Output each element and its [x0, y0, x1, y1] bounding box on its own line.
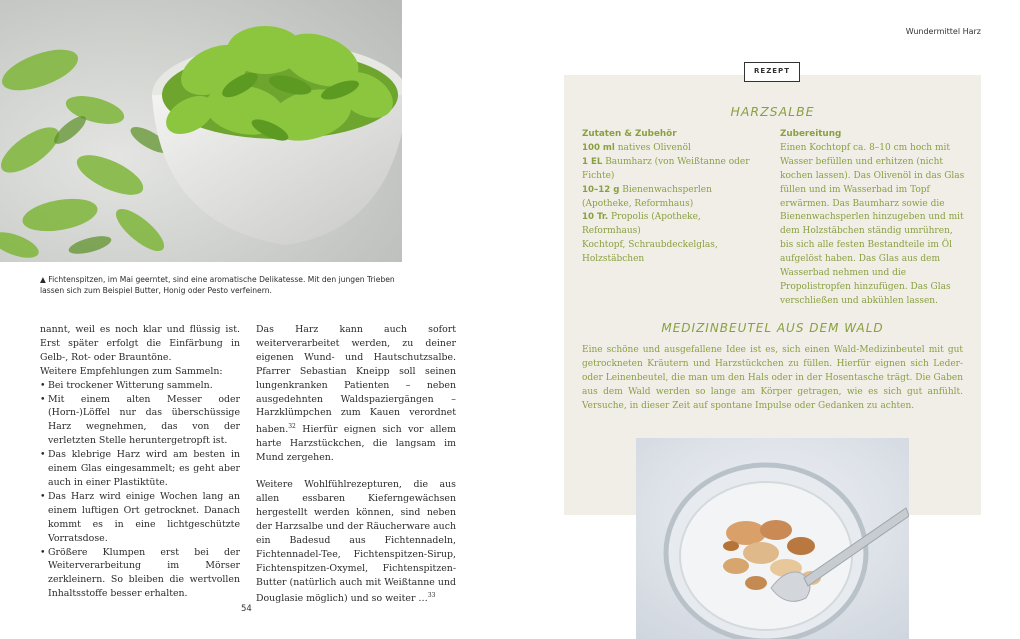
- ingredient-item: [582, 156, 762, 184]
- preparation-text: Einen Kochtopf ca. 8–10 cm hoch mit Wasser befüllen und erhitzen (nicht kochen lassen). Das Olivenöl in das Glas füllen und im Wasserbad im Topf erwärmen. Das Baumharz sowie die Bienenwachsperlen hinzugeben und mit dem Holzstäbchen ständig umrühren, bis sich alle festen Bestandteile im Öl aufgelöst haben. Das Glas aus dem Wasserbad nehmen und die Propolistropfen hinzufügen. Das Glas verschließen und abkühlen lassen.: [780, 142, 965, 306]
- ingredients-heading: Zutaten & Zubehör: [582, 129, 677, 139]
- ingredients-column: [582, 128, 762, 267]
- ingredient-qty: 10–12 g: [582, 184, 620, 195]
- left-text-column: [40, 323, 240, 601]
- ingredient-text: natives Olivenöl: [614, 142, 691, 153]
- ingredient-item: [582, 211, 762, 239]
- list-item: • Mit einem alten Messer oder (Horn-)Löffel nur das überschüssige Harz wegnehmen, das von der verletzten Stelle heruntergetropft ist.: [40, 393, 240, 449]
- list-item: • Das Harz wird einige Wochen lang an einem luftigen Ort getrocknet. Danach kommt es in eine lichtgeschützte Vorratsdose.: [40, 490, 240, 546]
- recommendations-lead: Weitere Empfehlungen zum Sammeln:: [40, 365, 223, 377]
- footnote-ref: 32: [288, 423, 296, 431]
- medicine-bag-title: MEDIZINBEUTEL AUS DEM WALD: [661, 321, 884, 335]
- list-item: • Bei trockener Witterung sammeln.: [40, 379, 240, 393]
- ingredient-item: [582, 142, 762, 156]
- list-item: • Das klebrige Harz wird am besten in einem Glas eingesammelt; es geht aber auch in einer Plastiktüte.: [40, 448, 240, 490]
- ingredient-qty: 100 ml: [582, 142, 615, 153]
- ingredient-qty: 1 EL: [582, 156, 603, 167]
- spruce-tips-photo: [0, 0, 402, 262]
- recipes-paragraph: [256, 478, 456, 606]
- recipe-tag: REZEPT: [744, 62, 800, 82]
- ingredient-text: Bienenwachsperlen (Apotheke, Reformhaus): [582, 184, 712, 209]
- ingredient-text: Propolis (Apotheke, Reformhaus): [582, 212, 701, 237]
- ingredient-qty: 10 Tr.: [582, 212, 609, 223]
- ingredient-item: [582, 239, 762, 267]
- ingredient-text: Baumharz (von Weißtanne oder Fichte): [582, 156, 750, 181]
- list-item: • Größere Klumpen erst bei der Weiterverarbeitung im Mörser zerkleinern. So bleiben die wertvollen Inhaltsstoffe besser erhalten.: [40, 546, 240, 602]
- resin-paragraph: [256, 323, 456, 465]
- middle-text-column: [256, 323, 456, 606]
- recipe-title: HARZSALBE: [730, 104, 815, 119]
- medicine-bag-text: Eine schöne und ausgefallene Idee ist es, sich einen Wald-Medizinbeutel mit gut getrockneten Kräutern und Harzstückchen zu füllen. Hierfür eignen sich Leder- oder Leinenbeutel, die man um den Hals oder in der Hosentasche trägt. Die Gaben aus dem Wald werden so lange am Körper getragen, wie es sich gut anfühlt. Versuche, in dieser Zeit auf spontane Impulse oder Gedanken zu achten.: [582, 345, 963, 411]
- recipes-text: Weitere Wohlfühlrezepturen, die aus allen essbaren Kieferngewächsen hergestellt werden können, sind neben der Harzsalbe und der Räucherware auch ein Badesud aus Fichtennadeln, Fichtennadel-Tee, Fichtenspitzen-Sirup, Fichtenspitzen-Oxymel, Fichtenspitzen-Butter (natürlich auch mit Weißtanne und Douglasie möglich) und so weiter …: [256, 479, 456, 605]
- page-number: 54: [241, 604, 252, 614]
- footnote-ref: 33: [427, 592, 436, 600]
- running-head: Wundermittel Harz: [905, 27, 981, 36]
- resin-text-end: Hierfür eignen sich vor allem harte Harzstückchen, die langsam im Mund zergehen.: [256, 424, 456, 464]
- resin-text: Das Harz kann auch sofort weiterverarbeitet werden, zu deiner eigenen Wund- und Hautschutzsalbe. Pfarrer Sebastian Kneipp soll seinen lungenkranken Patienten – neben ausgedehnten Waldspaziergängen – Harzklümpchen zum Kauen verordnet haben.: [256, 324, 456, 436]
- preparation-column: [780, 128, 968, 309]
- resin-jar-photo: [636, 438, 909, 639]
- ingredient-item: [582, 184, 762, 212]
- recommendations-list: [40, 379, 240, 602]
- intro-paragraph: nannt, weil es noch klar und flüssig ist. Erst später erfolgt die Einfärbung in Gelb-, Rot- oder Brauntöne.: [40, 324, 240, 363]
- ingredient-text: Kochtopf, Schraubdeckelglas, Holzstäbchen: [582, 240, 718, 265]
- photo-caption: ▲ Fichtenspitzen, im Mai geerntet, sind eine aromatische Delikatesse. Mit den jungen Trieben lassen sich zum Beispiel Butter, Honig oder Pesto verfeinern.: [40, 275, 395, 295]
- preparation-heading: Zubereitung: [780, 129, 842, 139]
